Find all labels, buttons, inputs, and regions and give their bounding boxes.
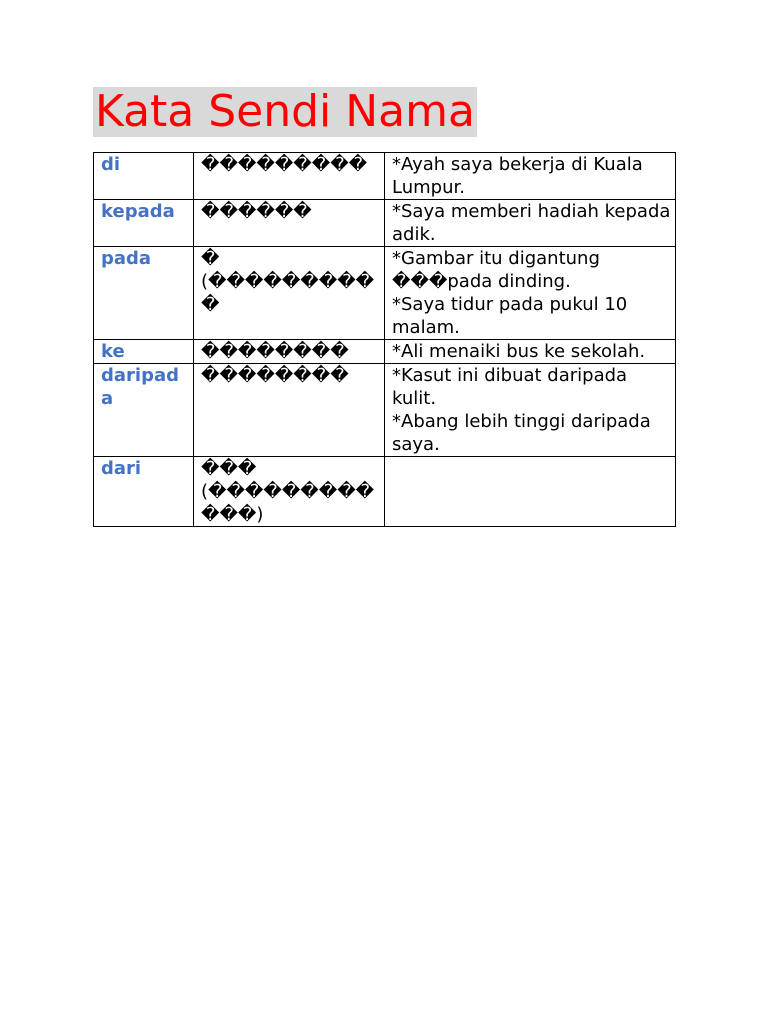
example-sentence: *Saya tidur pada pukul 10 malam. xyxy=(392,294,628,338)
table-row xyxy=(94,364,676,457)
meaning-cell xyxy=(194,364,385,457)
meaning-cell xyxy=(194,457,385,527)
example-cell xyxy=(385,200,676,247)
example-cell xyxy=(385,153,676,200)
meaning-cell xyxy=(194,247,385,340)
meaning-text: ��������� xyxy=(201,154,368,175)
example-cell xyxy=(385,340,676,364)
meaning-text: ������ xyxy=(201,201,312,222)
word-cell: dari xyxy=(94,457,194,527)
example-cell xyxy=(385,457,676,527)
meaning-text: � xyxy=(201,248,220,269)
kata-sendi-table xyxy=(93,152,676,527)
example-sentence: *Ayah saya bekerja di Kuala Lumpur. xyxy=(392,154,643,198)
table-row xyxy=(94,247,676,340)
page-title: Kata Sendi Nama xyxy=(95,86,475,137)
word-cell: kepada xyxy=(94,200,194,247)
example-cell xyxy=(385,364,676,457)
meaning-cell xyxy=(194,200,385,247)
meaning-text: ��� xyxy=(201,458,257,479)
table-row xyxy=(94,457,676,527)
meaning-cell xyxy=(194,340,385,364)
example-sentence: *Saya memberi hadiah kepada adik. xyxy=(392,201,671,245)
meaning-cell xyxy=(194,153,385,200)
word-cell: di xyxy=(94,153,194,200)
meaning-note: (������������) xyxy=(201,481,375,525)
example-sentence: *Ali menaiki bus ke sekolah. xyxy=(392,341,646,362)
example-sentence: *Kasut ini dibuat daripada kulit. xyxy=(392,365,628,409)
example-sentence: *Gambar itu digantung ���pada dinding. xyxy=(392,248,600,292)
example-cell xyxy=(385,247,676,340)
table-row xyxy=(94,200,676,247)
example-sentence: *Abang lebih tinggi daripada saya. xyxy=(392,411,651,455)
word-cell: daripada xyxy=(94,364,194,457)
meaning-text: �������� xyxy=(201,365,349,386)
meaning-text: �������� xyxy=(201,341,349,362)
table-row xyxy=(94,340,676,364)
table-row xyxy=(94,153,676,200)
word-cell: ke xyxy=(94,340,194,364)
meaning-note: (���������� xyxy=(201,271,375,315)
word-cell: pada xyxy=(94,247,194,340)
